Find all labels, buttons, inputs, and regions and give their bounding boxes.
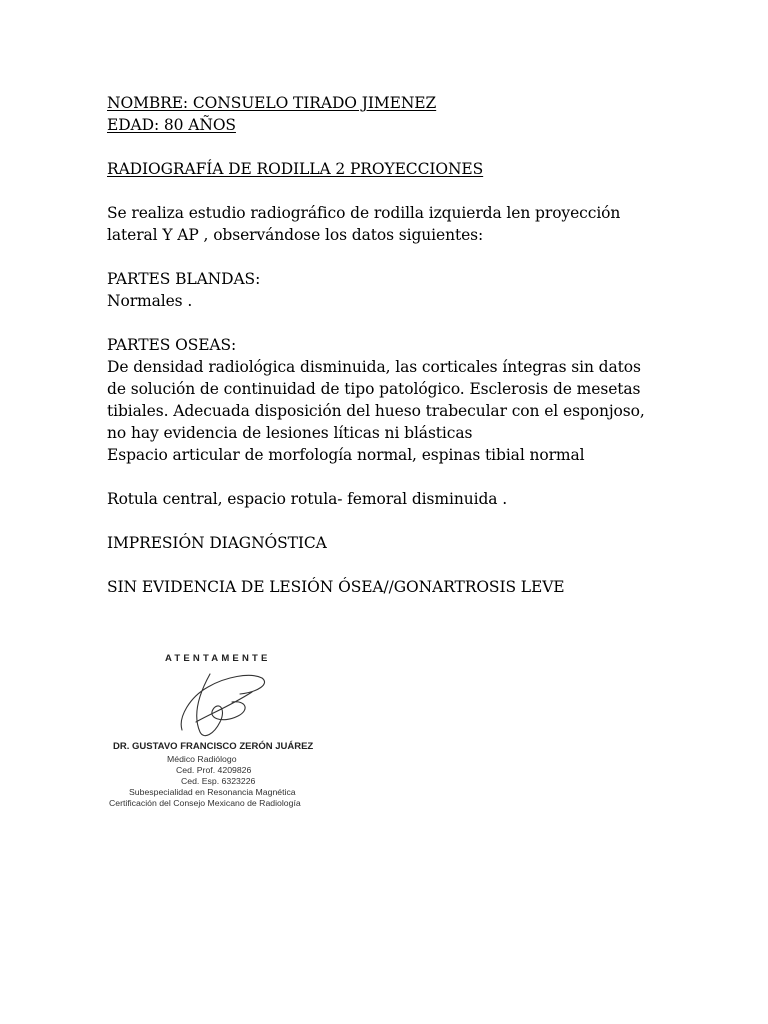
diagnosis-text: SIN EVIDENCIA DE LESIÓN ÓSEA//GONARTROSIS LEVE <box>107 578 565 596</box>
bone-line-3: tibiales. Adecuada disposición del hueso trabecular con el esponjoso, <box>107 402 645 420</box>
patient-name: NOMBRE: CONSUELO TIRADO JIMENEZ <box>107 94 437 112</box>
intro-line-1: Se realiza estudio radiográfico de rodilla izquierda len proyección <box>107 204 621 222</box>
doctor-name: DR. GUSTAVO FRANCISCO ZERÓN JUÁREZ <box>113 741 314 752</box>
bone-line-1: De densidad radiológica disminuida, las corticales íntegras sin datos <box>107 358 641 376</box>
subspecialty: Subespecialidad en Resonancia Magnética <box>129 787 296 797</box>
soft-tissue-text: Normales . <box>107 292 193 310</box>
signature-block <box>100 650 360 820</box>
specialty-license: Ced. Esp. 6323226 <box>181 776 256 786</box>
diagnosis-heading: IMPRESIÓN DIAGNÓSTICA <box>107 534 327 552</box>
patella-text: Rotula central, espacio rotula- femoral disminuida . <box>107 490 508 508</box>
bone-heading: PARTES OSEAS: <box>107 336 237 354</box>
doctor-title: Médico Radiólogo <box>167 754 237 764</box>
certification: Certificación del Consejo Mexicano de Radiología <box>109 798 301 808</box>
soft-tissue-heading: PARTES BLANDAS: <box>107 270 261 288</box>
bone-line-5: Espacio articular de morfología normal, espinas tibial normal <box>107 446 585 464</box>
closing-text: ATENTAMENTE <box>165 653 271 664</box>
bone-line-2: de solución de continuidad de tipo patológico. Esclerosis de mesetas <box>107 380 641 398</box>
handwritten-signature <box>170 662 280 742</box>
study-title: RADIOGRAFÍA DE RODILLA 2 PROYECCIONES <box>107 160 484 178</box>
bone-line-4: no hay evidencia de lesiones líticas ni blásticas <box>107 424 473 442</box>
professional-license: Ced. Prof. 4209826 <box>176 765 252 775</box>
patient-age: EDAD: 80 AÑOS <box>107 116 236 134</box>
intro-line-2: lateral Y AP , observándose los datos siguientes: <box>107 226 484 244</box>
